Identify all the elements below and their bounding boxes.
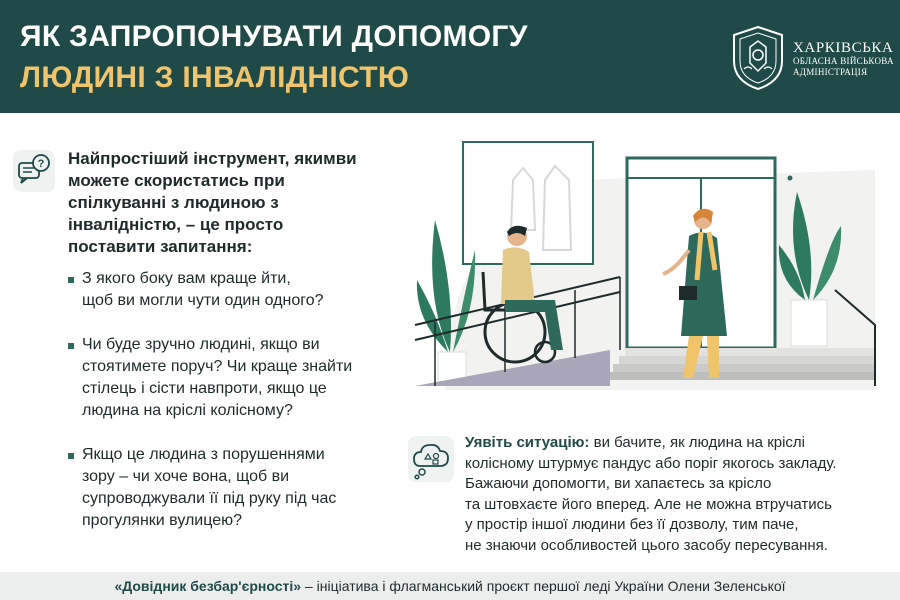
- org-name: [793, 40, 894, 78]
- bullet-marker: [68, 277, 74, 283]
- situation-text: [465, 433, 885, 556]
- bullet-item: [68, 268, 398, 312]
- footer-name: «Довідник безбар'єрності»: [114, 578, 302, 594]
- intro-text: Найпростіший інструмент, якимви можете скористатись при спілкуванні з людиною з інвалідністю, – це просто поставити запитання:: [68, 149, 357, 256]
- bullet-item: [68, 444, 398, 532]
- bullet-text: Якщо це людина з порушеннями зору – чи хоче вона, щоб ви супроводжували її під руку під час прогулянки вулицею?: [82, 446, 337, 529]
- question-chat-icon: [13, 150, 55, 192]
- org-line-3: АДМІНІСТРАЦІЯ: [793, 67, 868, 77]
- bullet-marker: [68, 453, 74, 459]
- footer-text: – ініціатива і флагманський проєкт першої леді України Олени Зеленської: [301, 578, 786, 594]
- bullet-item: [68, 334, 398, 422]
- header-banner: [0, 0, 900, 113]
- title-line-2: ЛЮДИНІ З ІНВАЛІДНІСТЮ: [20, 61, 410, 94]
- title-line-1: ЯК ЗАПРОПОНУВАТИ ДОПОМОГУ: [20, 20, 528, 53]
- org-line-2: ОБЛАСНА ВІЙСЬКОВА: [793, 56, 894, 66]
- bullet-text: Чи буде зручно людині, якщо ви стоятимете поруч? Чи краще знайти стілець і сісти навпроти, якщо це людина на кріслі колісному?: [82, 336, 353, 419]
- bullet-marker: [68, 343, 74, 349]
- illustration: [405, 140, 890, 415]
- svg-text:?: ?: [37, 158, 45, 170]
- footer: [0, 572, 900, 600]
- situation-label: Уявіть ситуацію:: [465, 434, 590, 451]
- thought-bubble-icon: [408, 436, 454, 482]
- org-line-1: ХАРКІВСЬКА: [793, 40, 894, 56]
- emblem-icon: [730, 25, 786, 91]
- bullet-text: З якого боку вам краще йти, щоб ви могли чути один одного?: [82, 270, 324, 309]
- situation-body: ви бачите, як людина на кріслі колісному штурмує пандус або поріг якогось закладу. Бажаючи допомогти, ви хапаєтесь за крісло та штовхаєте його вперед. Але не можна втручатись у простір іншої людини без її дозволу, тим паче, не знаючи особливостей цього засобу пересування.: [465, 434, 837, 554]
